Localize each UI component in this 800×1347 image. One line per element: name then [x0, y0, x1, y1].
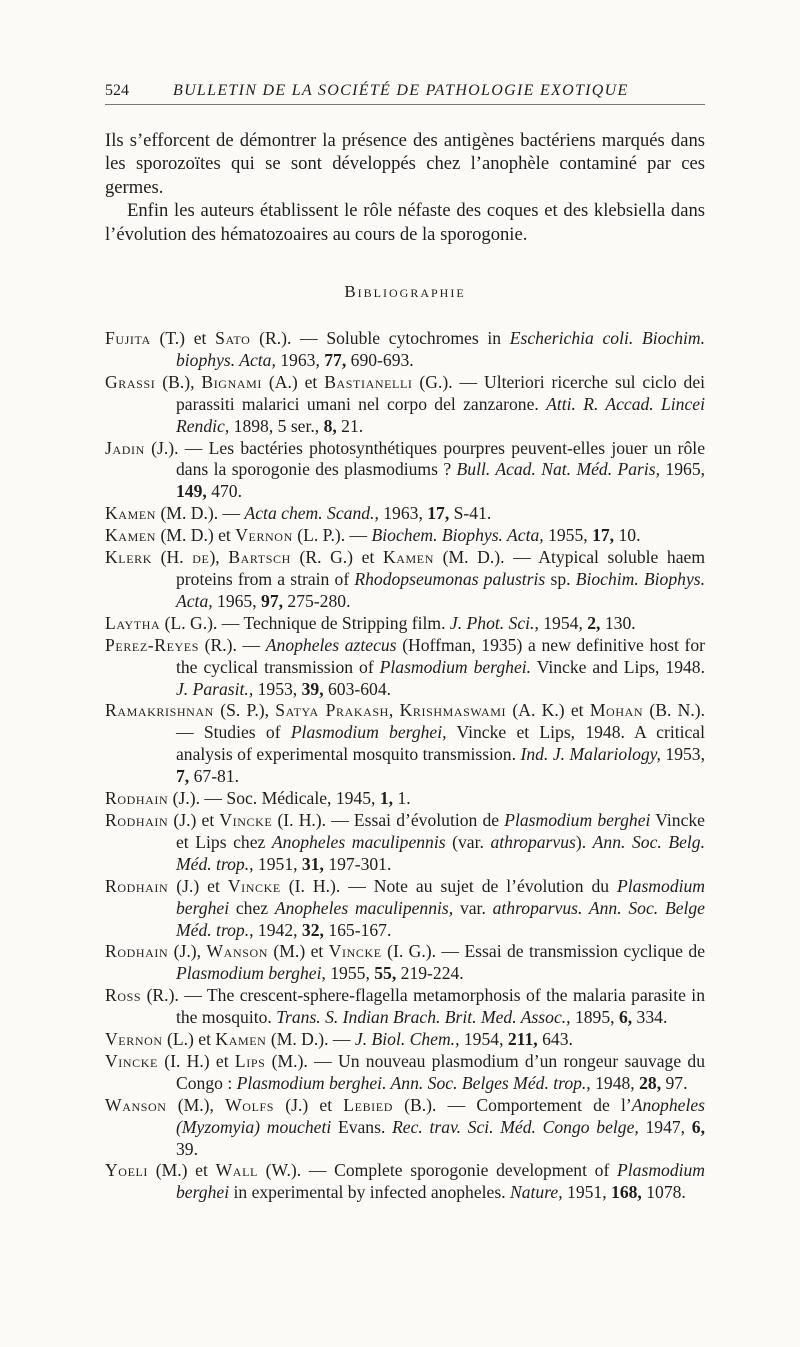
reference-text: 130. [600, 612, 636, 633]
reference-text: 1898, 5 ser., [229, 415, 324, 436]
reference-entry [105, 372, 705, 438]
reference-text: (M. D.). — Atypical soluble haem proteins from a strain of [176, 547, 706, 589]
reference-text: 97. [661, 1072, 688, 1093]
reference-text: chez [229, 897, 275, 918]
reference-text: 197-301. [323, 853, 392, 874]
reference-text: 1954, [538, 612, 588, 633]
reference-entry [105, 547, 705, 613]
reference-text: 1954, [459, 1029, 508, 1050]
reference-italic: Plasmodium berghei, [290, 722, 447, 743]
reference-italic: Bull. Acad. Nat. Méd. Paris, [456, 459, 661, 480]
reference-author: Satya Prakash [275, 700, 389, 721]
reference-text: 470. [206, 481, 242, 502]
reference-entry [105, 503, 705, 525]
reference-entry [105, 1160, 705, 1204]
reference-volume: 6, [618, 1007, 633, 1028]
reference-author: de [192, 547, 210, 568]
reference-volume: 168, [611, 1182, 642, 1203]
reference-text: (M. D.). — [156, 503, 245, 524]
reference-italic: Nature, [510, 1182, 563, 1203]
reference-text: 1895, [570, 1007, 619, 1028]
reference-text: (M. D.) et [156, 525, 236, 546]
reference-volume: 7, [176, 766, 190, 787]
reference-entry [105, 985, 705, 1029]
reference-volume: 55, [374, 963, 397, 984]
reference-text: ). [575, 831, 593, 852]
reference-italic: Ann. Soc. Belg. Méd. trop., [176, 831, 705, 874]
reference-volume: 17, [592, 525, 615, 546]
reference-text: (I. H.) et [157, 1050, 235, 1071]
reference-italic: Plasmodium berghei [504, 809, 651, 830]
reference-author: Rodhain [105, 875, 169, 896]
reference-author: Rodhain [105, 941, 169, 962]
reference-text: (J.), [168, 941, 207, 962]
reference-author: Bignami [201, 371, 262, 392]
reference-author: Kamen [105, 503, 157, 524]
reference-author: Grassi [105, 371, 156, 392]
reference-text: (A. K.) et [506, 700, 590, 721]
reference-text: (M.). — Un nouveau plasmodium d’un rongeur sauvage du Congo : [176, 1050, 706, 1093]
reference-author: Wanson [206, 941, 269, 962]
reference-italic: Rec. trav. Sci. Méd. Congo belge, [392, 1116, 639, 1137]
reference-italic: Atti. R. Accad. Lincei Rendic, [176, 393, 705, 436]
reference-entry [105, 810, 705, 876]
reference-italic: Plasmodium berghei, [176, 963, 326, 984]
reference-italic: Anopheles maculipennis, [274, 897, 454, 918]
reference-text: (J.) et [168, 809, 220, 830]
reference-author: Vincke [328, 941, 382, 962]
reference-author: Perez-Reyes [105, 634, 199, 655]
reference-text: Vincke et Lips, 1948. A critical analysis of experimental mosquito transmission. [176, 722, 706, 765]
reference-text: in experimental by infected anopheles. [229, 1182, 511, 1203]
reference-text: 10. [614, 525, 641, 546]
reference-entry [105, 1051, 705, 1095]
reference-text: 1948, [590, 1072, 640, 1093]
reference-author: Wall [215, 1160, 258, 1181]
reference-text: (J.). — Soc. Médicale, 1945, [168, 788, 380, 809]
reference-author: Laytha [105, 612, 161, 633]
reference-text: 334. [632, 1007, 668, 1028]
reference-author: Lips [234, 1050, 266, 1071]
reference-text: (M.) et [148, 1160, 216, 1181]
reference-text: 1953, [253, 678, 302, 699]
reference-entry [105, 700, 705, 788]
reference-text: var. [453, 897, 493, 918]
reference-text: 690-693. [346, 349, 414, 370]
reference-italic: J. Parasit., [176, 678, 254, 699]
reference-author: Bartsch [228, 547, 291, 568]
reference-author: Klerk [105, 547, 153, 568]
reference-text: 1951, [562, 1182, 612, 1203]
reference-text: (J.) et [274, 1094, 344, 1115]
body-paragraph-2: Enfin les auteurs établissent le rôle néfaste des coques et des klebsiella dans l’évolution des hématozoaires au cours de la sporogonie. [105, 200, 705, 245]
reference-text: (M.), [166, 1094, 226, 1115]
reference-author: Rodhain [105, 809, 169, 830]
reference-author: Rodhain [105, 788, 169, 809]
reference-italic: J. Biol. Chem., [354, 1029, 460, 1050]
reference-text: 1953, [660, 744, 705, 765]
reference-text: 219-224. [396, 963, 464, 984]
reference-text: (I. H.). — Essai d’évolution de [272, 809, 505, 830]
reference-italic: Trans. S. Indian Brach. Brit. Med. Assoc., [276, 1007, 571, 1028]
reference-text: (S. P.), [213, 700, 276, 721]
reference-text: , [388, 700, 400, 721]
reference-italic: Anopheles aztecus [265, 634, 397, 655]
reference-text: 603-604. [323, 678, 392, 699]
reference-text: (H. [152, 547, 193, 568]
running-title: BULLETIN DE LA SOCIÉTÉ DE PATHOLOGIE EXOTIQUE [173, 82, 629, 99]
reference-author: Kamen [215, 1029, 267, 1050]
reference-italic: Plasmodium berghei [176, 875, 705, 918]
reference-text: (B.). — Comportement de l’ [392, 1094, 632, 1115]
reference-volume: 149, [176, 481, 207, 502]
reference-text: Vincke et Lips chez [176, 809, 705, 852]
reference-list [105, 328, 705, 1204]
reference-text: 39. [176, 1138, 198, 1159]
reference-text: (R. G.) et [290, 547, 383, 568]
reference-author: Vernon [105, 1029, 163, 1050]
reference-text: (R.). — The crescent-sphere-flagella metamorphosis of the malaria parasite in the mosquito. [141, 985, 705, 1028]
reference-text: (W.). — Complete sporogonie development of [257, 1160, 618, 1181]
reference-italic: Plasmodium berghei. [379, 656, 532, 677]
reference-italic: Rhodopseumonas palustris [354, 569, 546, 589]
reference-text: sp. [545, 569, 576, 589]
reference-text: (L. P.). — [292, 525, 372, 546]
reference-text: (var. [445, 831, 491, 852]
page [105, 78, 705, 1204]
reference-text: 1955, [325, 963, 375, 984]
reference-text: (Hoffman, 1935) a new definitive host for the cyclical transmission of [176, 634, 706, 677]
reference-author: Sato [215, 328, 251, 349]
reference-volume: 28, [639, 1072, 662, 1093]
reference-text: 1963, [378, 503, 428, 524]
reference-entry [105, 876, 705, 942]
reference-volume: 97, [261, 590, 284, 611]
reference-author: Lebied [343, 1094, 393, 1115]
reference-text: (I. G.). — Essai de transmission cyclique de [381, 941, 705, 962]
reference-text: 1963, [275, 349, 325, 370]
reference-entry [105, 525, 705, 547]
reference-text: 1965, [660, 459, 706, 480]
reference-text: 1965, [212, 590, 262, 611]
reference-author: Bastianelli [324, 371, 413, 392]
reference-italic: athroparvus. Ann. Soc. Belge Méd. trop., [176, 897, 705, 940]
reference-volume: 2, [587, 612, 601, 633]
reference-entry [105, 438, 705, 504]
reference-volume: 17, [427, 503, 450, 524]
reference-italic: athroparvus [490, 831, 576, 852]
reference-author: Wanson [105, 1094, 167, 1115]
reference-author: Jadin [105, 437, 145, 458]
reference-entry [105, 1029, 705, 1051]
reference-volume: 211, [507, 1029, 538, 1050]
running-header [105, 78, 705, 105]
reference-author: Vincke [105, 1050, 158, 1071]
reference-author: Kamen [382, 547, 434, 568]
reference-text: (G.). — Ulteriori ricerche sul ciclo dei parassiti malarici umani nel corpo del zanzarone. [176, 371, 706, 414]
reference-text: 1078. [641, 1182, 686, 1203]
reference-text: (R.). — [198, 634, 266, 655]
reference-entry [105, 328, 705, 372]
reference-volume: 6, [691, 1116, 705, 1137]
reference-text: (J.). — Les bactéries photosynthétiques pourpres peuvent-elles jouer un rôle dans la sporogonie des plasmodiums ? [144, 437, 705, 480]
reference-volume: 39, [301, 678, 324, 699]
bibliography-title: Bibliographie [344, 282, 466, 302]
reference-text: 21. [336, 415, 364, 436]
reference-entry [105, 788, 705, 810]
reference-text: 275-280. [283, 590, 351, 611]
reference-italic: Biochim. Biophys. Acta, [176, 569, 705, 611]
reference-entry [105, 941, 705, 985]
reference-author: Ross [105, 985, 142, 1006]
reference-text: (B.), [155, 371, 202, 392]
reference-italic: Ind. J. Malariology, [520, 744, 661, 765]
reference-italic: Biochem. Biophys. Acta, [371, 525, 544, 546]
reference-author: Kamen [105, 525, 157, 546]
reference-entry [105, 635, 705, 701]
reference-text: (T.) et [150, 328, 216, 349]
reference-text: (L. G.). — Technique de Stripping film. [160, 612, 450, 633]
reference-text: 1. [393, 788, 411, 809]
reference-volume: 77, [324, 349, 347, 370]
reference-author: Vincke [227, 875, 281, 896]
reference-author: Yoeli [105, 1160, 149, 1181]
reference-author: Ramakrishnan [105, 700, 214, 721]
reference-text: (L.) et [162, 1029, 216, 1050]
reference-author: Vernon [235, 525, 293, 546]
body-paragraph-1: Ils s’efforcent de démontrer la présence des antigènes bactériens marqués dans les sporozoïtes qui se sont développés chez l’anophèle contaminé par ces germes. [105, 130, 705, 198]
reference-italic: Acta chem. Scand., [244, 503, 379, 524]
reference-text: (M.) et [268, 941, 329, 962]
reference-text: 1947, [638, 1116, 692, 1137]
reference-text: S-41. [449, 503, 492, 524]
reference-author: Wolfs [225, 1094, 275, 1115]
reference-volume: 1, [379, 788, 394, 809]
reference-text: 165-167. [323, 919, 392, 940]
reference-text: 1955, [543, 525, 593, 546]
reference-italic: J. Phot. Sci., [449, 612, 539, 633]
reference-text: 1951, [253, 853, 302, 874]
reference-italic: Anopheles maculipennis [271, 831, 446, 852]
reference-volume: 31, [301, 853, 324, 874]
reference-author: Mohan [589, 700, 644, 721]
reference-italic: Anopheles (Myzomyia) moucheti [176, 1094, 705, 1137]
reference-text: (R.). — Soluble cytochromes in [250, 328, 510, 349]
reference-text: 1942, [253, 919, 302, 940]
reference-text: (I. H.). — Note au sujet de l’évolution du [280, 875, 618, 896]
reference-volume: 8, [323, 415, 337, 436]
reference-author: Vincke [219, 809, 273, 830]
reference-author: Krishmaswami [399, 700, 507, 721]
reference-text: 67-81. [189, 766, 240, 787]
reference-text: (B. N.). — Studies of [176, 700, 705, 743]
reference-text: (J.) et [168, 875, 228, 896]
reference-italic: Plasmodium berghei. Ann. Soc. Belges Méd. trop., [236, 1072, 591, 1093]
reference-author: Fujita [105, 328, 151, 349]
reference-italic: Plasmodium berghei [176, 1160, 706, 1203]
reference-text: (M. D.). — [266, 1029, 355, 1050]
reference-text: ), [209, 547, 229, 568]
reference-volume: 32, [301, 919, 324, 940]
reference-entry [105, 1095, 705, 1161]
reference-text: Evans. [331, 1116, 393, 1137]
reference-italic: Escherichia coli. Biochim. biophys. Acta, [176, 328, 705, 370]
page-number: 524 [105, 82, 129, 99]
reference-entry [105, 613, 705, 635]
reference-text: 643. [537, 1029, 573, 1050]
reference-text: (A.) et [261, 371, 325, 392]
reference-text: Vincke and Lips, 1948. [531, 656, 705, 677]
